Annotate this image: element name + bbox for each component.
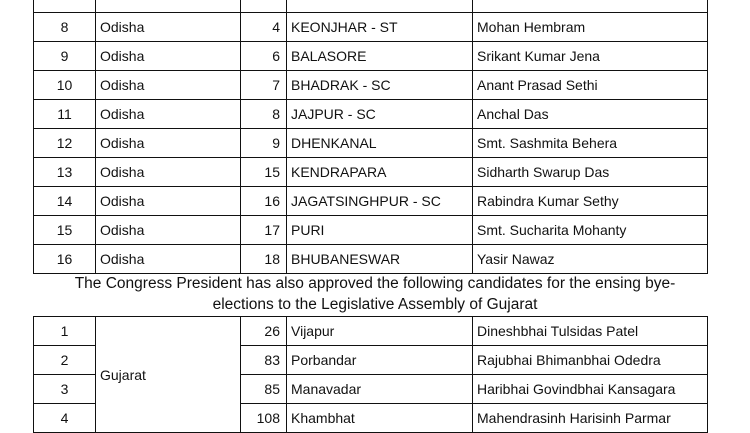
constituency-number-cell: 18 — [241, 245, 287, 274]
state-cell: Odisha — [96, 71, 241, 100]
constituency-cell: JAJPUR - SC — [287, 100, 473, 129]
table-row — [34, 13, 708, 42]
constituency-number-cell: 17 — [241, 216, 287, 245]
constituency-cell: KENDRAPARA — [287, 158, 473, 187]
candidate-cell: Sidharth Swarup Das — [473, 158, 708, 187]
candidate-cell: Anchal Das — [473, 100, 708, 129]
constituency-number-cell: 7 — [241, 71, 287, 100]
constituency-number-cell: 9 — [241, 129, 287, 158]
note-line-2: elections to the Legislative Assembly of Gujarat — [212, 296, 538, 313]
serial-cell: 3 — [34, 375, 96, 404]
constituency-number-cell: 6 — [241, 42, 287, 71]
constituency-cell: KEONJHAR - ST — [287, 13, 473, 42]
serial-cell: 4 — [34, 404, 96, 433]
constituency-cell: BHADRAK - SC — [287, 71, 473, 100]
constituency-cell: BHUBANESWAR — [287, 245, 473, 274]
serial-cell: 9 — [34, 42, 96, 71]
constituency-cell: Vijapur — [287, 317, 473, 346]
candidate-cell: Mohan Hembram — [473, 13, 708, 42]
state-cell: Gujarat — [96, 317, 241, 433]
state-cell: Odisha — [96, 216, 241, 245]
table-row — [34, 245, 708, 274]
constituency-number-cell: 15 — [241, 158, 287, 187]
state-cell: Odisha — [96, 158, 241, 187]
table-row — [34, 317, 708, 346]
constituency-number-cell: 16 — [241, 187, 287, 216]
candidate-cell: Rajubhai Bhimanbhai Odedra — [473, 346, 708, 375]
serial-cell: 11 — [34, 100, 96, 129]
table-row — [34, 216, 708, 245]
candidate-cell — [473, 0, 708, 13]
serial-cell: 12 — [34, 129, 96, 158]
constituency-number-cell: 26 — [241, 317, 287, 346]
constituency-number-cell: 8 — [241, 100, 287, 129]
state-cell: Odisha — [96, 187, 241, 216]
constituency-cell: DHENKANAL — [287, 129, 473, 158]
table-row — [34, 129, 708, 158]
serial-cell: 16 — [34, 245, 96, 274]
serial-cell: 13 — [34, 158, 96, 187]
constituency-number-cell: 4 — [241, 13, 287, 42]
serial-cell: 14 — [34, 187, 96, 216]
candidate-cell: Smt. Sashmita Behera — [473, 129, 708, 158]
constituency-number-cell: 108 — [241, 404, 287, 433]
odisha-table-body — [34, 0, 708, 274]
candidate-cell: Smt. Sucharita Mohanty — [473, 216, 708, 245]
constituency-cell: PURI — [287, 216, 473, 245]
candidate-cell: Mahendrasinh Harisinh Parmar — [473, 404, 708, 433]
candidate-cell: Anant Prasad Sethi — [473, 71, 708, 100]
table-row — [34, 187, 708, 216]
table-row — [34, 71, 708, 100]
state-cell — [96, 0, 241, 13]
serial-cell: 8 — [34, 13, 96, 42]
constituency-cell: Manavadar — [287, 375, 473, 404]
odisha-candidates-table — [33, 0, 708, 274]
constituency-cell: BALASORE — [287, 42, 473, 71]
serial-cell — [34, 0, 96, 13]
constituency-cell — [287, 0, 473, 13]
note-line-1: The Congress President has also approved the following candidates for the ensing bye- — [74, 275, 676, 292]
candidate-cell: Rabindra Kumar Sethy — [473, 187, 708, 216]
bye-election-note — [10, 273, 740, 315]
state-cell: Odisha — [96, 245, 241, 274]
table-row — [34, 0, 708, 13]
constituency-number-cell — [241, 0, 287, 13]
serial-cell: 1 — [34, 317, 96, 346]
gujarat-candidates-table — [33, 316, 708, 433]
serial-cell: 2 — [34, 346, 96, 375]
constituency-cell: JAGATSINGHPUR - SC — [287, 187, 473, 216]
constituency-number-cell: 85 — [241, 375, 287, 404]
constituency-cell: Khambhat — [287, 404, 473, 433]
table-row — [34, 100, 708, 129]
constituency-number-cell: 83 — [241, 346, 287, 375]
state-cell: Odisha — [96, 13, 241, 42]
candidate-cell: Srikant Kumar Jena — [473, 42, 708, 71]
serial-cell: 10 — [34, 71, 96, 100]
state-cell: Odisha — [96, 129, 241, 158]
candidate-cell: Haribhai Govindbhai Kansagara — [473, 375, 708, 404]
constituency-cell: Porbandar — [287, 346, 473, 375]
state-cell: Odisha — [96, 100, 241, 129]
candidate-cell: Dineshbhai Tulsidas Patel — [473, 317, 708, 346]
table-row — [34, 158, 708, 187]
table-row — [34, 42, 708, 71]
state-cell: Odisha — [96, 42, 241, 71]
gujarat-table-body — [34, 317, 708, 433]
candidate-cell: Yasir Nawaz — [473, 245, 708, 274]
serial-cell: 15 — [34, 216, 96, 245]
